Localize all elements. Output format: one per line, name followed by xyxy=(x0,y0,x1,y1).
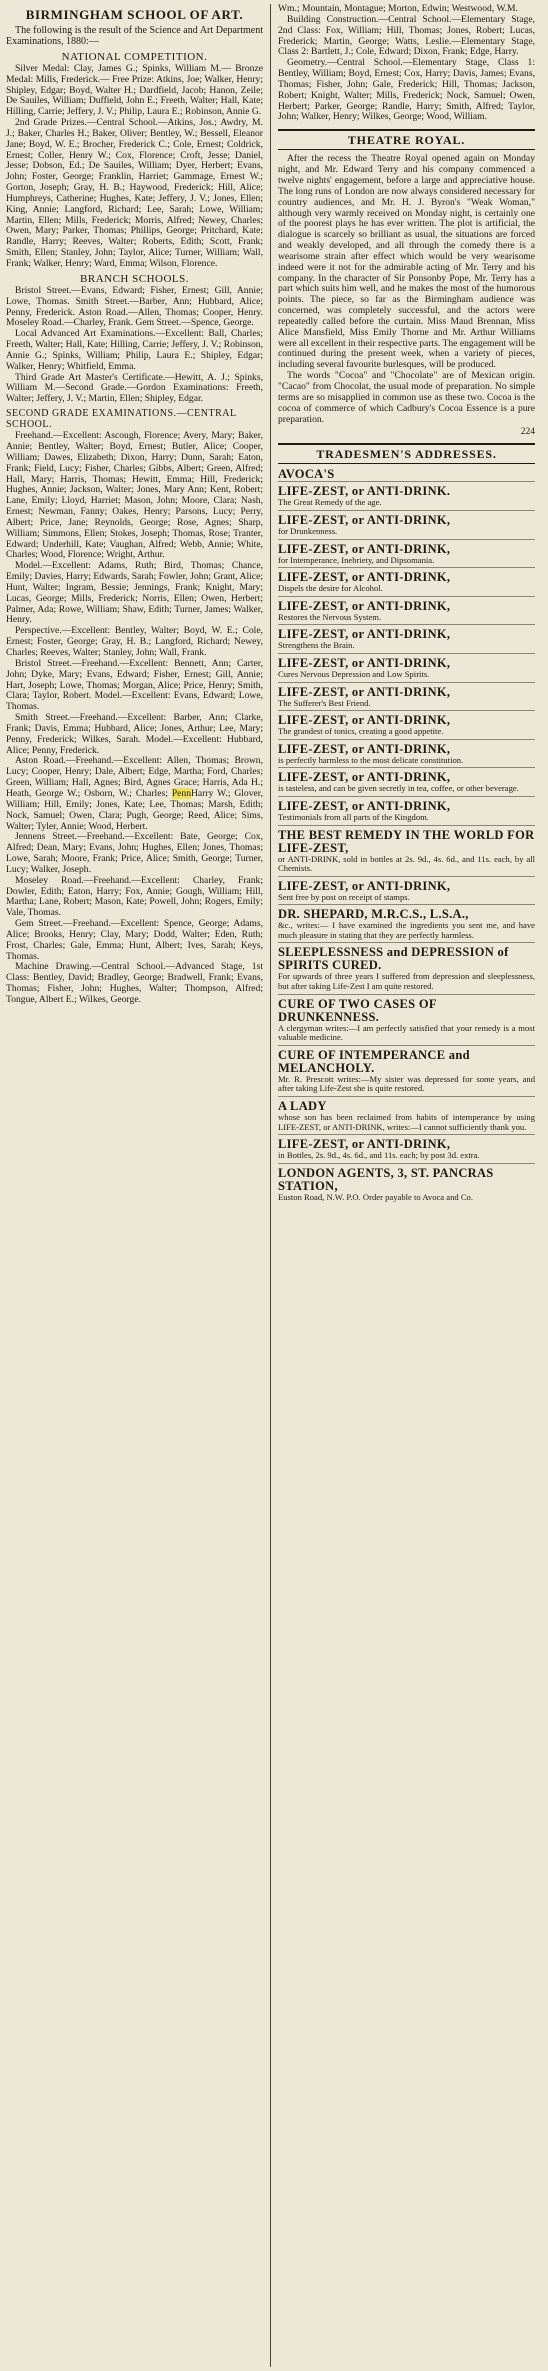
advertisement xyxy=(278,1096,535,1134)
advertisement xyxy=(278,739,535,768)
ad-text: Euston Road, N.W. P.O. Order payable to Avoca and Co. xyxy=(278,1191,473,1202)
ad-text: Strengthens the Brain. xyxy=(278,640,355,651)
ad-text: Sent free by post on receipt of stamps. xyxy=(278,891,410,902)
ad-heading: DR. SHEPARD, M.R.C.S., L.S.A., xyxy=(278,907,469,922)
smith-paragraph: Smith Street.—Freehand.—Excellent: Barber, Ann; Clarke, Frank; Davis, Emma; Hubbard, Alice; Jones, Arthur; Lee, Mary; Penny, Frederick; Wilkes, Sarah. Model.—Excellent: Hubbard, Alice; Penny, Frederick. xyxy=(6,712,263,756)
ad-heading: LIFE-ZEST, or ANTI-DRINK, xyxy=(278,684,451,699)
machine-paragraph: Machine Drawing.—Central School.—Advanced Stage, 1st Class: Bentley, David; Bradley, George; Bradwell, Frank; Evans, Thomas; Fisher, John; Hughes, Walter; Thompson, Alfred; Tongue, Albert E.; Wilkes, George. xyxy=(6,961,263,1005)
ad-heading: LONDON AGENTS, 3, ST. PANCRAS STATION, xyxy=(278,1165,494,1193)
ad-heading: LIFE-ZEST, or ANTI-DRINK, xyxy=(278,770,451,785)
ad-heading: SLEEPLESSNESS and DEPRESSION of SPIRITS CURED. xyxy=(278,945,509,973)
right-column xyxy=(271,4,535,2367)
ad-text: for Intemperance, Inebriety, and Dipsomania. xyxy=(278,554,435,565)
ad-text: The Sufferer's Best Friend. xyxy=(278,697,371,708)
advertisement xyxy=(278,510,535,539)
branch-paragraph: Bristol Street.—Evans, Edward; Fisher, Ernest; Gill, Annie; Lowe, Thomas. Smith Street.—Barber, Ann; Hubbard, Alice; Penny, Frederick. Aston Road.—Allen, Thomas; Cooper, Henry. Moseley Road.—Charley, Frank. Gem Street.—Spence, George. xyxy=(6,284,263,329)
ads-list xyxy=(278,481,535,1204)
section-heading-national: NATIONAL COMPETITION. xyxy=(61,50,208,63)
ad-heading: LIFE-ZEST, or ANTI-DRINK. xyxy=(278,484,451,499)
tradesmen-heading: TRADESMEN'S ADDRESSES. xyxy=(278,443,535,464)
ad-text: The grandest of tonics, creating a good appetite. xyxy=(278,726,444,737)
left-column xyxy=(6,4,270,2367)
ad-heading: LIFE-ZEST, or ANTI-DRINK, xyxy=(278,741,451,756)
geometry-paragraph: Geometry.—Central School.—Elementary Stage, Class 1: Bentley, William; Boyd, Ernest; Cox, Harry; Davis, James; Evans, Thomas; Fisher, John; Gale, Frederick; Hill, Thomas; Jackson, Robert; Knight, Walter; Mills, Frederick; Nock, Samuel; Owen, Herbert; Parker, George; Randle, Harry; Smith, Alfred; Taylor, John; Walker, Henry; Wilkes, George; Wood, William. xyxy=(278,57,535,123)
ad-heading: A LADY xyxy=(278,1099,327,1114)
ad-heading: LIFE-ZEST, or ANTI-DRINK, xyxy=(278,713,451,728)
advertisement xyxy=(278,682,535,711)
advertisement xyxy=(278,624,535,653)
ad-heading: CURE OF INTEMPERANCE and MELANCHOLY. xyxy=(278,1047,470,1075)
ad-heading: LIFE-ZEST, or ANTI-DRINK, xyxy=(278,798,451,813)
advertisement xyxy=(278,1134,535,1163)
ad-text: &c., writes:— I have examined the ingredients you sent me, and have much pleasure in stating that they are perfectly harmless. xyxy=(278,920,535,940)
advertisement xyxy=(278,904,535,942)
theatre-heading: THEATRE ROYAL. xyxy=(278,129,535,150)
ad-text: A clergyman writes:—I am perfectly satisfied that your remedy is a most valuable medicine. xyxy=(278,1022,535,1043)
advertisement xyxy=(278,1045,535,1096)
ad-heading: LIFE-ZEST, or ANTI-DRINK, xyxy=(278,627,451,642)
advertisement xyxy=(278,1163,535,1205)
ad-heading: LIFE-ZEST, or ANTI-DRINK, xyxy=(278,541,451,556)
ad-heading: LIFE-ZEST, or ANTI-DRINK, xyxy=(278,878,451,893)
gem-paragraph: Gem Street.—Freehand.—Excellent: Spence, George; Adams, Alice; Brooks, Henry; Clay, Mary; Dodd, Walter; Eden, Ruth; Frost, Charles; Gale, Emma; Hunt, Albert; Ives, Sarah; Keys, Thomas. xyxy=(6,918,263,962)
aston-paragraph xyxy=(6,756,263,832)
advertisement xyxy=(278,796,535,825)
ad-text: Cures Nervous Depression and Low Spirits. xyxy=(278,668,430,679)
aston-text-b: Harry W.; Glover, William; Hill, Emily; Jones, Kate; Lee, Thomas; Marsh, Edith; Nock, Samuel; Owen, Clara; Pugh, George; Reed, Alice; Sims, Walter; Tyler, Annie; Wood, Herbert. xyxy=(6,787,263,832)
theatre-paragraph: After the recess the Theatre Royal opened again on Monday night, and Mr. Edward Terry and his company commenced a twelve nights' engagement, before a large and appreciative house. The long runs of London are now always considered necessary for country audiences, and Mr. H. J. Byron's "Weak Woman," although very warmly received on Monday night, is certainly one of the poorest plays he has ever written. The plot is artificial, the dialogue is scarcely so brilliant as usual, the situations are forced and weakly developed, and all through the comedy there is a wearisome strain after effect which would be very wearisome indeed were it not for the admirable acting of Mr. Terry and his company. In the character of Sir Ponsonby Pope, Mr. Terry has a part which suits him well, and he makes the most of the humorous points. The piece, so far as the Birmingham audience was concerned, was completely successful, and the actors were repeatedly called before the curtain. Miss Maud Brennan, Miss Alice Mansfield, Miss Emily Thorne and Mr. Arthur Williams were all excellent in their respective parts. The engagement will be continued during the present week, when a variety of pieces, including several favourite burlesques, will be produced. xyxy=(278,153,535,371)
ad-text: Dispels the desire for Alcohol. xyxy=(278,583,383,594)
section-heading-branch: BRANCH SCHOOLS. xyxy=(80,272,189,285)
ad-heading: LIFE-ZEST, or ANTI-DRINK, xyxy=(278,512,451,527)
advertisement xyxy=(278,539,535,568)
article-lead: The following is the result of the Science and Art Department Examinations, 1880:— xyxy=(6,25,263,48)
ad-text: for Drunkenness. xyxy=(278,525,338,536)
advertisement xyxy=(278,596,535,625)
moseley-paragraph: Moseley Road.—Freehand.—Excellent: Charley, Frank; Dowler, Edith; Eaton, Harry; Fox, Annie; Gough, William; Hill, Martha; Lane, Robert; Mason, Kate; Powell, John; Rogers, Emily; Vale, Thomas. xyxy=(6,874,263,919)
advertisement xyxy=(278,876,535,905)
advertisement xyxy=(278,653,535,682)
advertisement xyxy=(278,767,535,796)
advertisement xyxy=(278,825,535,876)
ad-text: is tasteless, and can be given secretly in tea, coffee, or other beverage. xyxy=(278,783,519,794)
ad-heading: THE BEST REMEDY IN THE WORLD FOR LIFE-ZEST, xyxy=(278,827,535,855)
second-grade-paragraph: Freehand.—Excellent: Ascough, Florence; Avery, Mary; Baker, Annie; Bentley, Walter; Boyd, Ernest; Butler, Alice; Cooper, William; Dawes, Elizabeth; Dixon, Harry; Dunn, Sarah; Eaton, Frank; Field, Lucy; Fisher, Charles; Gibbs, Albert; Green, Alfred; Hall, Mary; Harris, Thomas; Hewitt, Emma; Hill, Frederick; Hughes, Annie; Jackson, Walter; Jones, Mary Ann; Kent, Robert; Lane, Emily; Lloyd, Harriet; Mason, John; Moore, Clara; Nash, Ernest; Newman, Fanny; Oakes, Henry; Parsons, Lucy; Perry, Albert; Price, Jane; Reynolds, George; Rose, Agnes; Sharp, William; Simmons, Ellen; Stokes, Joseph; Thomas, Rose; Tranter, Edward; Underhill, Kate; Vaughan, Alfred; Webb, Annie; White, Charles; Wood, Florence; Wright, Arthur. xyxy=(6,430,263,561)
section-heading-second-grade: SECOND GRADE EXAMINATIONS.—CENTRAL SCHOOL. xyxy=(6,408,237,431)
jennens-paragraph: Jennens Street.—Freehand.—Excellent: Bate, George; Cox, Alfred; Dean, Mary; Evans, John; Hughes, Ellen; Jones, Thomas; Lowe, Sarah; Moore, Frank; Price, Alice; Smith, George; Turner, Lucy; Walker, Joseph. xyxy=(6,831,263,875)
advertisement xyxy=(278,567,535,596)
cocoa-paragraph: The words "Cocoa" and "Chocolate" are of Mexican origin. "Cacao" from Chocolat, the usual mode of preparation. No simple terms are so misapplied in common use as these two. Cocoa is the cocoa of commerce of which Cadbury's Cocoa Essence is a pure preparation. xyxy=(278,370,535,425)
ad-text: Mr. R. Prescott writes:—My sister was depressed for some years, and after taking Life-Zest she is quite restored. xyxy=(278,1073,535,1094)
ad-text: or ANTI-DRINK, sold in bottles at 2s. 9d., 4s. 6d., and 11s. each, by all Chemists. xyxy=(278,853,535,874)
bristol-paragraph: Bristol Street.—Freehand.—Excellent: Bennett, Ann; Carter, John; Dyke, Mary; Evans, Edward; Fisher, Ernest; Gill, Annie; Hart, Joseph; Lowe, Thomas; Morgan, Alice; Price, Henry; Smith, Clara; Taylor, Robert. Model.—Excellent: Evans, Edward; Lowe, Thomas. xyxy=(6,657,263,713)
continued-paragraph: Wm.; Mountain, Montague; Morton, Edwin; Westwood, W.M. xyxy=(278,4,518,14)
third-grade-paragraph: Third Grade Art Master's Certificate.—Hewitt, A. J.; Spinks, William M.—Second Grade.—Gordon Examinations: Freeth, Walter; Jeffery, J. V.; Martin, Ellen; Shipley, Edgar. xyxy=(6,371,263,405)
model-paragraph: Model.—Excellent: Adams, Ruth; Bird, Thomas; Chance, Emily; Davies, Harry; Edwards, Sarah; Fowler, John; Grant, Alice; Hunt, Walter; Ingram, Bessie; Jennings, Frank; Knight, Mary; Lucas, George; Mills, Frederick; Norris, Ellen; Owen, Herbert; Palmer, Ada; Rowe, William; Shaw, Edith; Turner, James; Walker, Henry. xyxy=(6,560,263,626)
ad-text: Testimonials from all parts of the Kingdom. xyxy=(278,811,429,822)
ad-text: For upwards of three years I suffered from depression and sleeplessness, but after taking Life-Zest I am quite restored. xyxy=(278,971,535,992)
article-heading: BIRMINGHAM SCHOOL OF ART. xyxy=(25,7,244,22)
advertisement xyxy=(278,994,535,1045)
highlighted-word: Penn xyxy=(171,787,191,799)
ad-lead: AVOCA'S xyxy=(278,467,335,482)
national-paragraph: Silver Medal: Clay, James G.; Spinks, William M.— Bronze Medal: Mills, Frederick.— Free Prize: Atkins, Joe; Walker, Henry; Shipley, Edgar; Boyd, Walter H.; Dardfield, Jacob; Hanon, Zeile; De Sauiles, William; Duffield, John E.; Freeth, Walter; Hall, Kate; Hilling, Carrie; Jeffery, J. V.; Philip, Laura E.; Robinson, Annie G. xyxy=(6,62,263,118)
ad-text: in Bottles, 2s. 9d., 4s. 6d., and 11s. each; by post 3d. extra. xyxy=(278,1150,480,1161)
cocoa-number: 224 xyxy=(520,427,535,438)
building-paragraph: Building Construction.—Central School.—Elementary Stage, 2nd Class: Fox, William; Hill, Thomas; Jones, Robert; Lucas, Frederick; Martin, George; Watts, Leslie.—Elementary Stage, Class 2: Bartlett, J.; Cole, Edward; Dixon, Frank; Edge, Harry. xyxy=(278,13,535,58)
ad-heading: LIFE-ZEST, or ANTI-DRINK, xyxy=(278,655,451,670)
ad-text: The Great Remedy of the age. xyxy=(278,497,382,508)
page-columns xyxy=(6,4,543,2367)
ad-text: is perfectly harmless to the most delicate constitution. xyxy=(278,754,464,765)
advertisement xyxy=(278,481,535,510)
aston-text-a: Aston Road.—Freehand.—Excellent: Allen, Thomas; Brown, Lucy; Cooper, Henry; Dale, Albert; Edge, Martha; Ford, Charles; Green, William; Hall, Agnes; Bird, Agnes Grace; Harris, Ada H.; Heath, George W.; Osborn, W.; Charles; xyxy=(6,755,263,799)
perspective-paragraph: Perspective.—Excellent: Bentley, Walter; Boyd, W. E.; Cole, Ernest; Foster, George; Gray, H. B.; Langford, Richard; Newey, Charles; Reeves, Walter; Stanley, John; Wall, Frank. xyxy=(6,625,263,658)
ad-text: Restores the Nervous System. xyxy=(278,611,382,622)
local-paragraph: Local Advanced Art Examinations.—Excellent: Ball, Charles; Freeth, Walter; Hall, Kate; Hilling, Carrie; Jeffery, J. V.; Robinson, Annie G.; Spinks, William; Philip, Laura E.; Shipley, Edgar; Walker, Henry; Whitfield, Emma. xyxy=(6,328,263,372)
ad-heading: CURE OF TWO CASES OF DRUNKENNESS. xyxy=(278,996,437,1024)
advertisement xyxy=(278,710,535,739)
ad-heading: LIFE-ZEST, or ANTI-DRINK, xyxy=(278,1137,451,1152)
ad-text: whose son has been reclaimed from habits of intemperance by using LIFE-ZEST, or ANTI-DRINK, writes:—I cannot sufficiently thank you. xyxy=(278,1112,535,1132)
grade2-paragraph: 2nd Grade Prizes.—Central School.—Atkins, Jos.; Awdry, M. J.; Baker, Charles H.; Baker, Oliver; Bentley, W.; Bessell, Eleanor Jane; Boyd, W. E.; Brocher, Frederick C.; Cole, Ernest; Coldrick, Ernest; Coller, Henry W.; Cox, Florence; Croft, Jesse; Daniel, Jesse; Dobson, Ed.; De Sauiles, William; Dyer, Herbert; Evans, John; Foster, George; Franklin, Harriet; Gammage, Ernest W.; Gorton, Joseph; Gray, H. B.; Haywood, Frederick; Hill, Alice; Humphreys, Catherine; Hughes, Kate; Jeffery, J. V.; Jones, Ellen; King, Annie; Langford, Richard; Lee, Sarah; Lowe, William; Martin, Ellen; Mills, Frederick; Morris, Alfred; Newey, Charles; Owen, Mary; Parker, Thomas; Phillips, George; Pritchard, Kate; Randle, Harry; Reeves, Walter; Roberts, Edith; Scott, Frank; Smith, Ellen; Stanley, John; Taylor, Alice; Turner, William; Wall, Frank; Walker, Henry; Ward, Emma; Wilson, Florence. xyxy=(6,117,263,269)
ad-heading: LIFE-ZEST, or ANTI-DRINK, xyxy=(278,570,451,585)
advertisement xyxy=(278,942,535,993)
ad-heading: LIFE-ZEST, or ANTI-DRINK, xyxy=(278,598,451,613)
